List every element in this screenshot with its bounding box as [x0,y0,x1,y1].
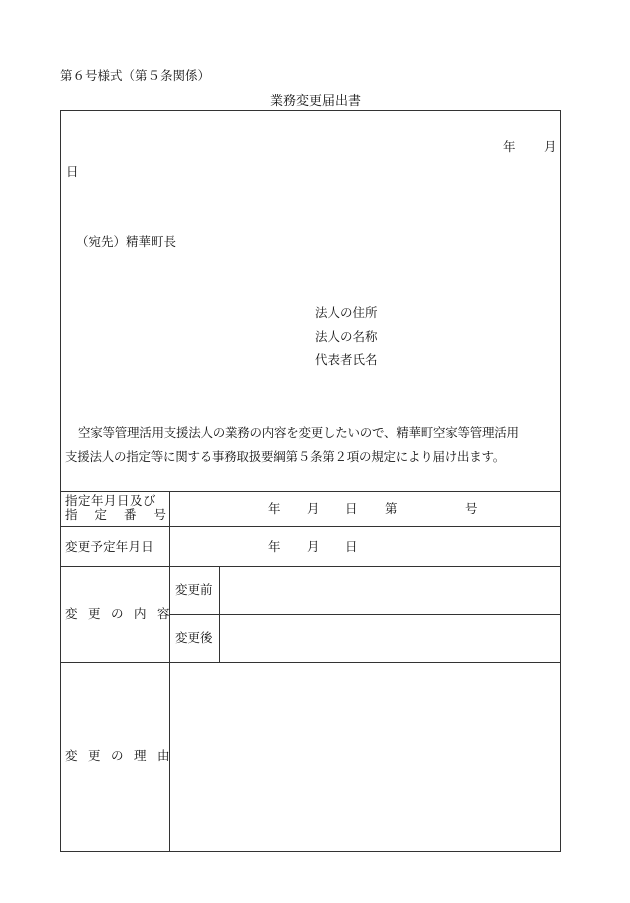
after-change-label: 変更後 [175,630,213,645]
row2-month: 月 [307,539,320,554]
form-title: 業務変更届出書 [270,94,362,109]
designation-date-label: 指定年月日及び [65,493,157,508]
row2-day: 日 [345,539,358,554]
row1-day: 日 [345,501,358,516]
applicant-name-label: 法人の名称 [315,329,378,344]
change-reason-label: 変更の理由 [65,748,181,763]
body-text-line1: 空家等管理活用支援法人の業務の内容を変更したいので、精華町空家等管理活用 [78,425,519,440]
date-day: 日 [66,164,79,179]
row1-month: 月 [307,501,320,516]
form-number: 第６号様式（第５条関係） [60,68,211,83]
scheduled-change-date-label: 変更予定年月日 [65,539,154,554]
body-text-line2: 支援法人の指定等に関する事務取扱要綱第５条第２項の規定により届け出ます。 [65,449,506,464]
change-content-label: 変更の内容 [65,606,181,621]
applicant-address-label: 法人の住所 [315,305,378,320]
designation-number-label-text: 指定番号 [65,507,184,522]
designation-number-label [65,507,184,522]
row1-go: 号 [465,501,478,516]
before-change-label: 変更前 [175,582,213,597]
addressee: （宛先）精華町長 [76,234,177,249]
date-year: 年 [503,139,516,154]
row2-year: 年 [268,539,281,554]
date-month: 月 [544,139,557,154]
row1-dai: 第 [385,501,398,516]
applicant-rep-label: 代表者氏名 [315,352,378,367]
row1-year: 年 [268,501,281,516]
